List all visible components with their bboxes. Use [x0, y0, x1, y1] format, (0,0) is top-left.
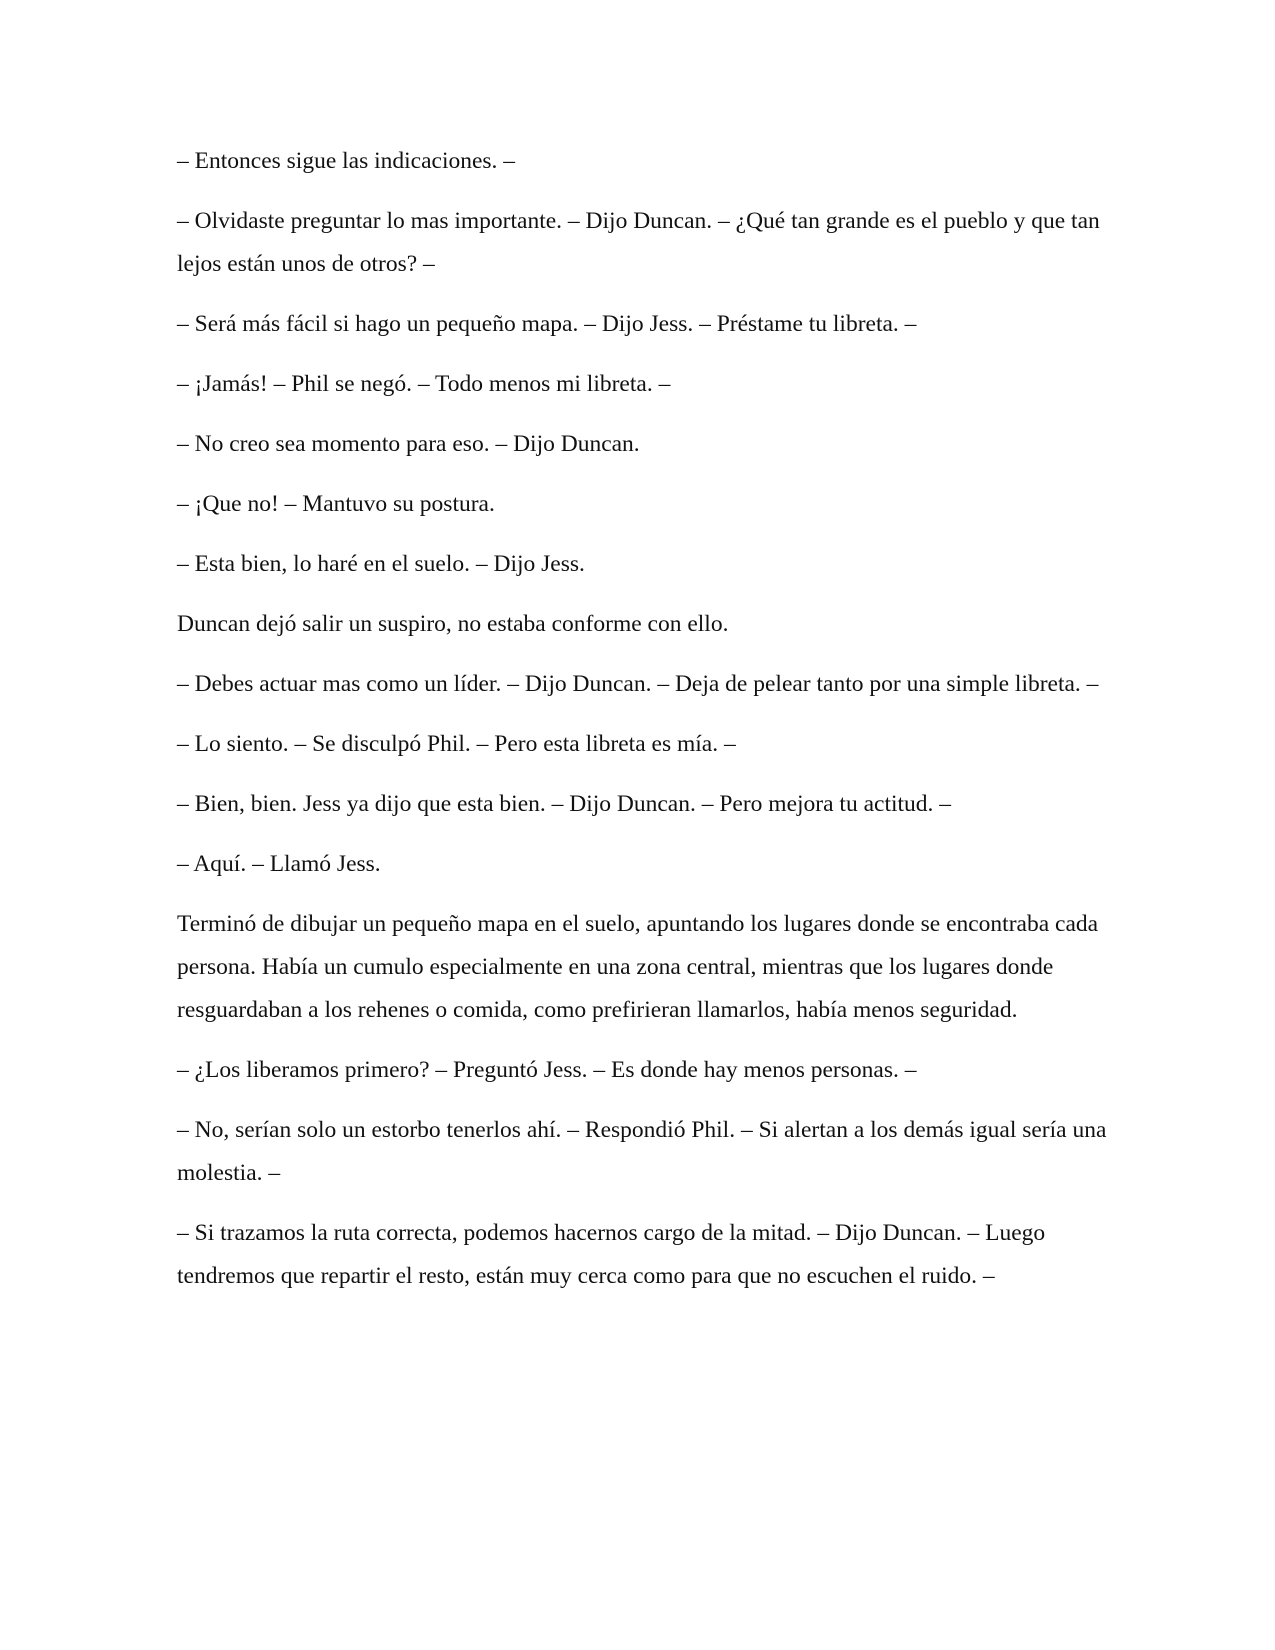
paragraph: Terminó de dibujar un pequeño mapa en el suelo, apuntando los lugares donde se encontraba cada persona. Había un cumulo especialmente en una zona central, mientras que los lugares donde resguardaban a los rehenes o comida, como prefirieran llamarlos, había menos seguridad. — [177, 911, 1099, 1023]
paragraph: – Esta bien, lo haré en el suelo. – Dijo Jess. — [177, 551, 585, 577]
paragraph: – Debes actuar mas como un líder. – Dijo Duncan. – Deja de pelear tanto por una simple libreta. – — [177, 671, 1099, 697]
paragraph: – ¡Que no! – Mantuvo su postura. — [177, 491, 495, 517]
paragraph: – Será más fácil si hago un pequeño mapa. – Dijo Jess. – Préstame tu libreta. – — [177, 311, 917, 337]
paragraph: – ¡Jamás! – Phil se negó. – Todo menos mi libreta. – — [177, 371, 671, 397]
document-page — [177, 140, 1107, 1315]
paragraph: – Entonces sigue las indicaciones. – — [177, 148, 516, 174]
paragraph: – ¿Los liberamos primero? – Preguntó Jess. – Es donde hay menos personas. – — [177, 1057, 917, 1083]
paragraph: – Si trazamos la ruta correcta, podemos hacernos cargo de la mitad. – Dijo Duncan. – Luego tendremos que repartir el resto, están muy cerca como para que no escuchen el ruido. – — [177, 1220, 1046, 1289]
paragraph: – Bien, bien. Jess ya dijo que esta bien. – Dijo Duncan. – Pero mejora tu actitud. – — [177, 791, 952, 817]
paragraph: – No creo sea momento para eso. – Dijo Duncan. — [177, 431, 640, 457]
paragraph: – Aquí. – Llamó Jess. — [177, 851, 381, 877]
paragraph: Duncan dejó salir un suspiro, no estaba conforme con ello. — [177, 611, 729, 637]
paragraph: – No, serían solo un estorbo tenerlos ahí. – Respondió Phil. – Si alertan a los demás igual sería una molestia. – — [177, 1117, 1107, 1186]
paragraph: – Olvidaste preguntar lo mas importante. – Dijo Duncan. – ¿Qué tan grande es el pueblo y que tan lejos están unos de otros? – — [177, 208, 1100, 277]
paragraph: – Lo siento. – Se disculpó Phil. – Pero esta libreta es mía. – — [177, 731, 736, 757]
